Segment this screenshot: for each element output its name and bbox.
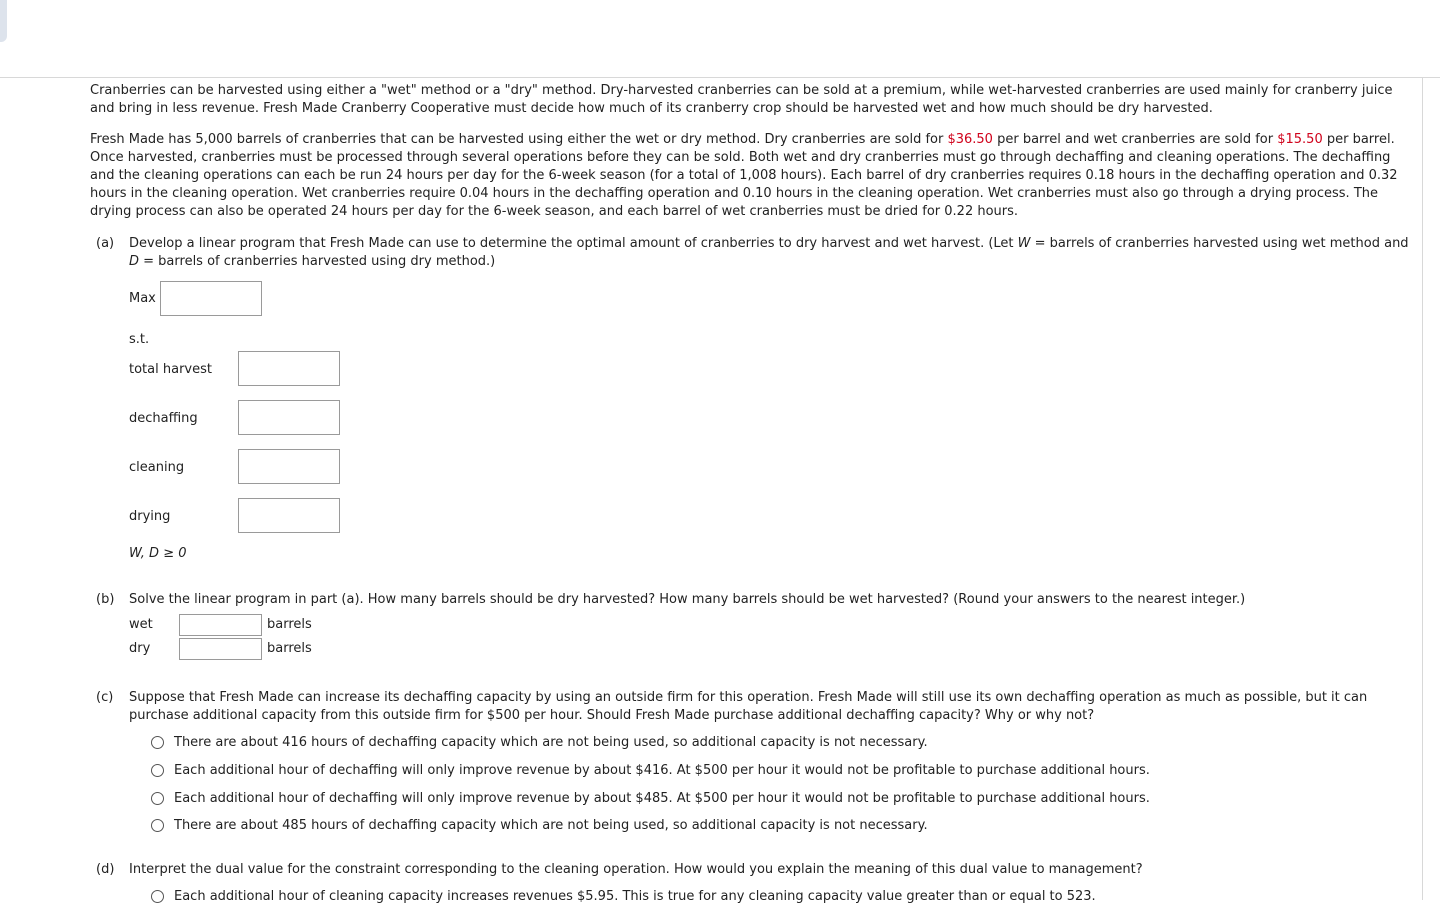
- total-harvest-input[interactable]: [238, 351, 340, 386]
- part-a-text-2: = barrels of cranberries harvested using wet method and: [1030, 236, 1409, 251]
- intro-text-c: per barrel. Once harvested, cranberries must be processed through several operations before they can be sold. Both wet and dry cranberries must go through dechaffing and cleaning operations. The dechaffing and the cleaning operations can each be run 24 hours per day for the 6-week season (for a total of 1,008 hours). Each barrel of dry cranberries requires 0.18 hours in the dechaffing operation and 0.32 hours in the cleaning operation. Wet cranberries require 0.04 hours in the dechaffing operation and 0.10 hours in the cleaning operation. Wet cranberries must also go through a drying process. The drying process can also be operated 24 hours per day for the 6-week season, and each barrel of wet cranberries must be dried for 0.22 hours.: [90, 132, 1398, 219]
- wet-price: $15.50: [1277, 132, 1323, 147]
- option-text: There are about 485 hours of dechaffing capacity which are not being used, so additional capacity is not necessary.: [174, 818, 928, 833]
- intro-text-a: Fresh Made has 5,000 barrels of cranberries that can be harvested using either the wet or dry method. Dry cranberries are sold for: [90, 132, 948, 147]
- wet-barrels-input[interactable]: [179, 614, 262, 636]
- option-text: Each additional hour of cleaning capacity increases revenues $5.95. This is true for any cleaning capacity value greater than or equal to 523.: [174, 889, 1096, 904]
- part-a: [90, 235, 1410, 561]
- question-content: [90, 82, 1410, 904]
- constraint-label-cleaning: cleaning: [129, 460, 185, 475]
- option-text: Each additional hour of dechaffing will only improve revenue by about $416. At $500 per hour it would not be profitable to purchase additional hours.: [174, 763, 1150, 778]
- part-a-question: [129, 235, 1410, 271]
- cleaning-input[interactable]: [238, 449, 340, 484]
- dechaffing-input[interactable]: [238, 400, 340, 435]
- part-a-text-3: = barrels of cranberries harvested using dry method.): [139, 254, 496, 269]
- radio-button[interactable]: [151, 764, 164, 777]
- part-a-text-1: Develop a linear program that Fresh Made can use to determine the optimal amount of cranberries to dry harvest and wet harvest. (Let: [129, 236, 1018, 251]
- header-divider: [0, 77, 1440, 78]
- dry-unit: barrels: [267, 641, 312, 656]
- var-w: W: [1017, 236, 1031, 251]
- part-d-letter: (d): [96, 862, 115, 877]
- st-label: s.t.: [129, 332, 150, 347]
- option-text: There are about 416 hours of dechaffing capacity which are not being used, so additional capacity is not necessary.: [174, 735, 928, 750]
- wet-unit: barrels: [267, 617, 312, 632]
- wet-label: wet: [129, 617, 153, 632]
- constraint-label-total-harvest: total harvest: [129, 362, 212, 377]
- max-label: Max: [129, 291, 156, 306]
- objective-input[interactable]: [160, 281, 262, 316]
- part-c: [90, 689, 1410, 833]
- part-a-letter: (a): [96, 236, 115, 251]
- nonnegativity-label: W, D ≥ 0: [129, 546, 187, 561]
- constraint-label-dechaffing: dechaffing: [129, 411, 198, 426]
- dry-price: $36.50: [947, 132, 993, 147]
- part-d: [90, 861, 1410, 904]
- window-corner-tab: [0, 0, 7, 42]
- part-c-question: Suppose that Fresh Made can increase its dechaffing capacity by using an outside firm for this operation. Fresh Made will still use its own dechaffing operation as much as possible, but it can purchase additional capacity from this outside firm for $500 per hour. Should Fresh Made purchase additional dechaffing capacity? Why or why not?: [129, 690, 1368, 723]
- intro-text-b: per barrel and wet cranberries are sold for: [992, 132, 1278, 147]
- radio-button[interactable]: [151, 736, 164, 749]
- content-border-right: [1422, 77, 1423, 900]
- dry-label: dry: [129, 641, 151, 656]
- part-d-question: Interpret the dual value for the constraint corresponding to the cleaning operation. How would you explain the meaning of this dual value to management?: [129, 862, 1143, 877]
- part-b: [90, 591, 1410, 656]
- var-d: D: [129, 254, 140, 269]
- radio-button[interactable]: [151, 792, 164, 805]
- part-b-letter: (b): [96, 592, 115, 607]
- drying-input[interactable]: [238, 498, 340, 533]
- radio-button[interactable]: [151, 819, 164, 832]
- option-text: Each additional hour of dechaffing will only improve revenue by about $485. At $500 per hour it would not be profitable to purchase additional hours.: [174, 791, 1150, 806]
- intro-paragraph-2: [90, 131, 1410, 221]
- dry-barrels-input[interactable]: [179, 638, 262, 660]
- intro-paragraph-1: Cranberries can be harvested using either a "wet" method or a "dry" method. Dry-harvested cranberries can be sold at a premium, while wet-harvested cranberries are used mainly for cranberry juice and bring in less revenue. Fresh Made Cranberry Cooperative must decide how much of its cranberry crop should be harvested wet and how much should be dry harvested.: [90, 83, 1393, 116]
- part-b-question: Solve the linear program in part (a). How many barrels should be dry harvested? How many barrels should be wet harvested? (Round your answers to the nearest integer.): [129, 592, 1246, 607]
- radio-button[interactable]: [151, 890, 164, 903]
- part-c-letter: (c): [96, 690, 114, 705]
- constraint-label-drying: drying: [129, 509, 171, 524]
